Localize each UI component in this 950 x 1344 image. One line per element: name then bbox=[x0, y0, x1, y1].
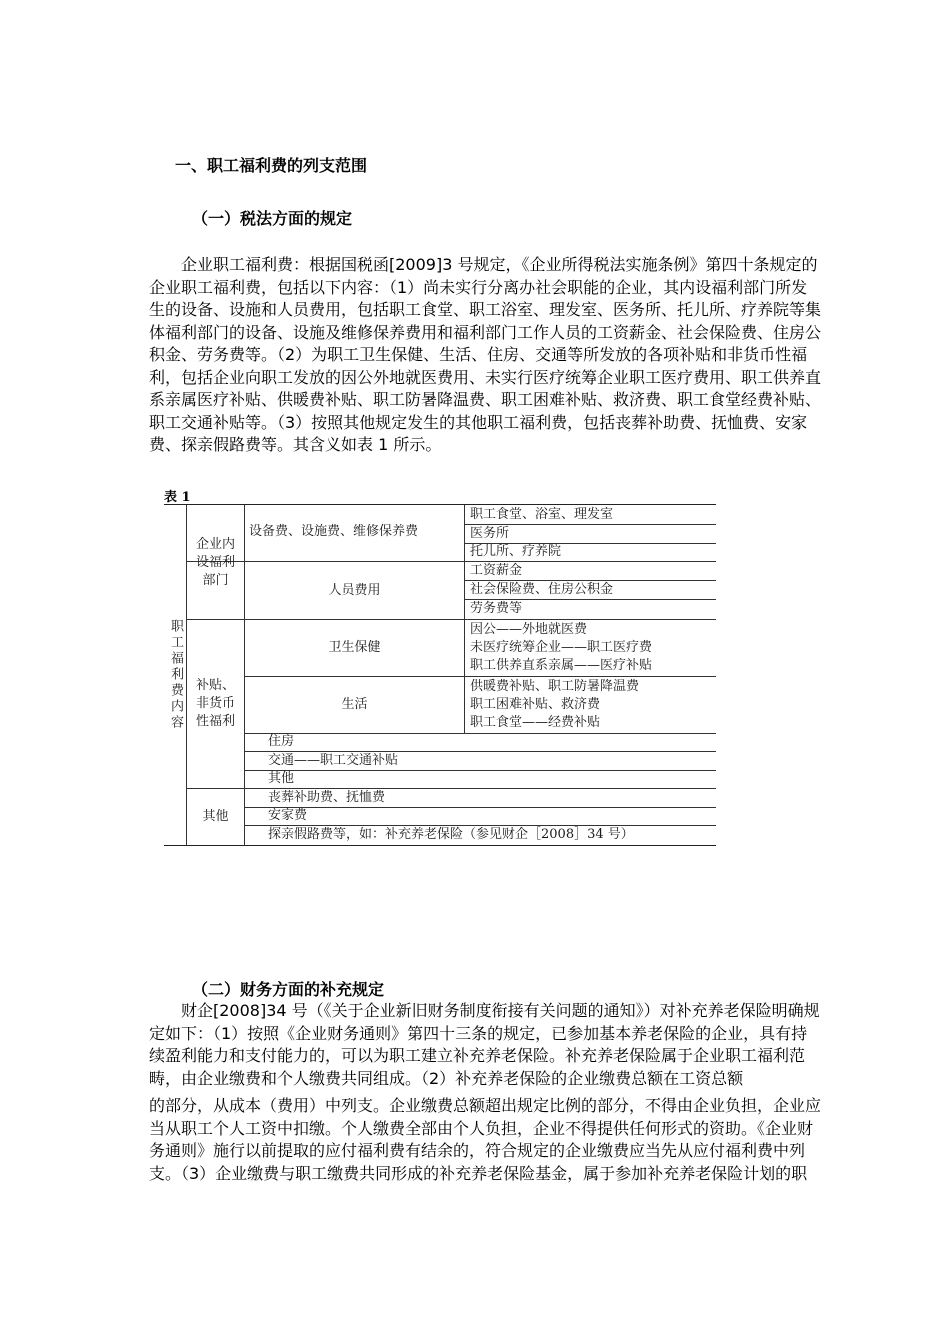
paragraph-line: 企业职工福利费：根据国税函[2009]3 号规定，《企业所得税法实施条例》第四十条规定的 bbox=[149, 255, 818, 274]
paragraph-line: 积金、劳务费等。（2）为职工卫生保健、生活、住房、交通等所发放的各项补贴和非货币性福 bbox=[149, 345, 808, 364]
table-caption: 表 1 bbox=[164, 490, 191, 505]
table-item: 供暖费补贴、职工防暑降温费 bbox=[470, 679, 640, 694]
paragraph-line: 企业职工福利费，包括以下内容：（1）尚未实行分离办社会职能的企业，其内设福利部门所发 bbox=[149, 277, 808, 297]
table-root-label: 职工福利费内容 bbox=[168, 619, 183, 731]
sub-label-staff-cost: 人员费用 bbox=[328, 582, 381, 598]
paragraph-line: 生的设备、设施和人员费用，包括职工食堂、职工浴室、理发室、医务所、托儿所、疗养院等集 bbox=[149, 300, 822, 319]
table-item: 住房 bbox=[268, 734, 295, 749]
table-item: 因公——外地就医费 bbox=[470, 622, 588, 637]
group-label-internal: 企业内设福利部门 bbox=[195, 537, 235, 588]
paragraph-line: 体福利部门的设备、设施及维修保养费用和福利部门工作人员的工资薪金、社会保险费、住房公 bbox=[149, 322, 822, 342]
paragraph-line: 费、探亲假路费等。其含义如表 1 所示。 bbox=[149, 435, 442, 454]
finance-paragraph bbox=[149, 1000, 821, 1185]
paragraph-line: 当从职工个人工资中扣缴。个人缴费全部由个人负担，企业不得提供任何形式的资助。《企业财 bbox=[149, 1118, 814, 1138]
table-item: 交通——职工交通补贴 bbox=[268, 753, 399, 768]
table-item: 职工食堂——经费补贴 bbox=[470, 715, 601, 730]
table-item: 医务所 bbox=[470, 526, 510, 541]
paragraph-line: 利，包括企业向职工发放的因公外地就医费用、未实行医疗统筹企业职工医疗费用、职工供养直 bbox=[149, 367, 822, 387]
group-label-other: 其他 bbox=[202, 809, 229, 824]
subsection-title-tax: （一）税法方面的规定 bbox=[192, 209, 353, 228]
paragraph-line: 畴，由企业缴费和个人缴费共同组成。（2）补充养老保险的企业缴费总额在工资总额 bbox=[149, 1068, 744, 1088]
paragraph-line: 职工交通补贴等。（3）按照其他规定发生的其他职工福利费，包括丧葬补助费、抚恤费、安家 bbox=[149, 412, 808, 432]
table-item: 安家费 bbox=[268, 808, 308, 823]
tax-paragraph bbox=[149, 254, 821, 457]
sub-label-living: 生活 bbox=[341, 697, 368, 712]
subsection-title-finance: （二）财务方面的补充规定 bbox=[192, 980, 385, 999]
paragraph-line: 续盈利能力和支付能力的，可以为职工建立补充养老保险。补充养老保险属于企业职工福利范 bbox=[149, 1046, 806, 1065]
section-title: 一、职工福利费的列支范围 bbox=[175, 156, 368, 175]
paragraph-line: 定如下：（1）按照《企业财务通则》第四十三条的规定，已参加基本养老保险的企业，具有持 bbox=[149, 1023, 808, 1043]
table-item: 丧葬补助费、抚恤费 bbox=[268, 790, 386, 805]
table-item: 其他 bbox=[268, 771, 295, 786]
paragraph-line: 财企[2008]34 号（《关于企业新旧财务制度衔接有关问题的通知》）对补充养老保险明确规 bbox=[149, 1001, 820, 1020]
paragraph-line: 支。（3）企业缴费与职工缴费共同形成的补充养老保险基金，属于参加补充养老保险计划的职 bbox=[149, 1163, 808, 1183]
paragraph-line: 的部分，从成本（费用）中列支。企业缴费总额超出规定比例的部分，不得由企业负担，企业应 bbox=[149, 1096, 822, 1115]
paragraph-line: 务通则》施行以前提取的应付福利费有结余的，符合规定的企业缴费应当先从应付福利费中列 bbox=[149, 1141, 806, 1160]
welfare-table bbox=[164, 504, 716, 846]
table-item: 职工困难补贴、救济费 bbox=[470, 697, 601, 712]
table-item: 劳务费等 bbox=[470, 601, 523, 616]
table-item: 工资薪金 bbox=[470, 563, 523, 578]
table-item: 社会保险费、住房公积金 bbox=[470, 582, 614, 597]
table-item: 职工食堂、浴室、理发室 bbox=[470, 507, 614, 522]
table-item: 探亲假路费等，如：补充养老保险（参见财企［2008］34 号） bbox=[268, 827, 634, 842]
group-label-subsidy: 补贴、非货币性福利 bbox=[195, 678, 235, 729]
table-item: 职工供养直系亲属——医疗补贴 bbox=[470, 658, 653, 673]
table-item: 托儿所、疗养院 bbox=[470, 544, 562, 559]
sub-label-health: 卫生保健 bbox=[328, 640, 381, 655]
sub-label-equipment: 设备费、设施费、维修保养费 bbox=[249, 524, 419, 539]
paragraph-line: 系亲属医疗补贴、供暖费补贴、职工防暑降温费、职工困难补贴、救济费、职工食堂经费补贴、 bbox=[149, 390, 822, 409]
table-item: 未医疗统筹企业——职工医疗费 bbox=[470, 640, 653, 655]
